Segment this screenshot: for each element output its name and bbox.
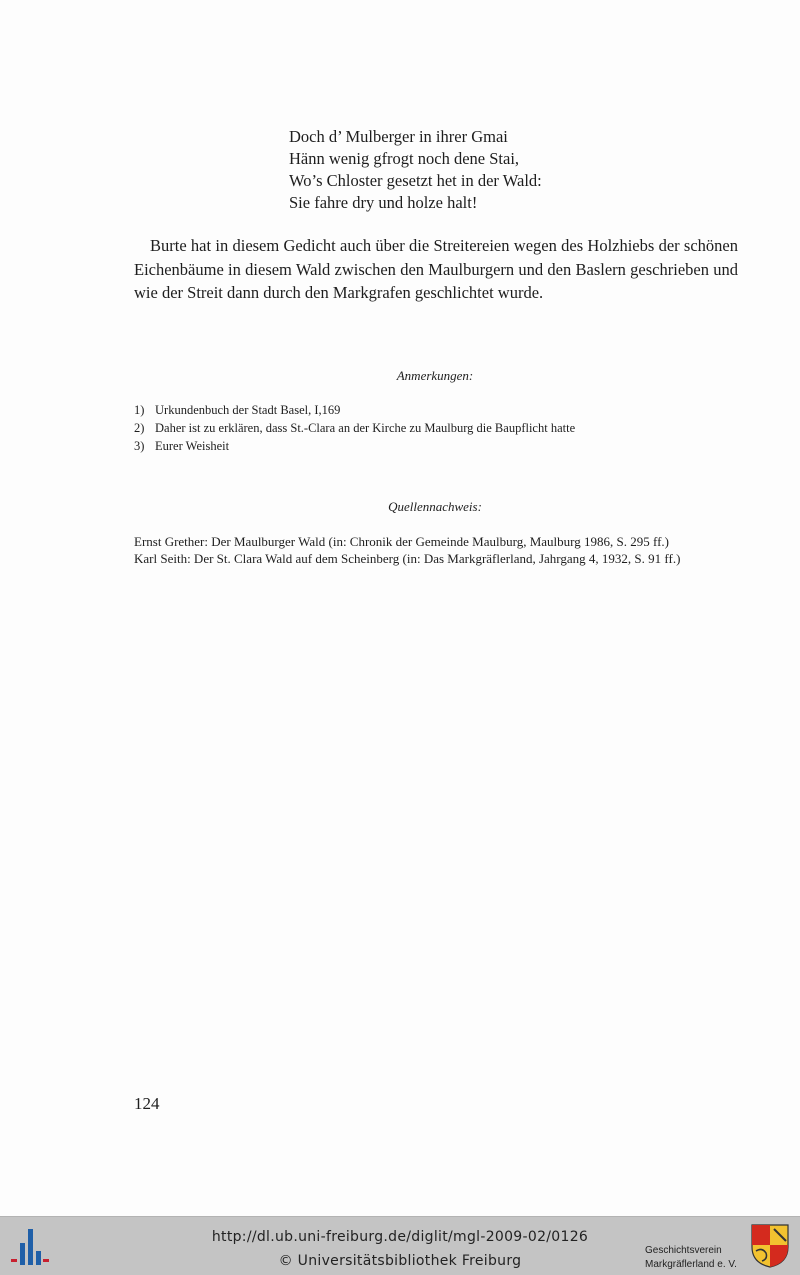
- note-text: Eurer Weisheit: [155, 439, 230, 453]
- poem-stanza: [289, 126, 542, 214]
- note-number: 1): [134, 403, 145, 417]
- note-number: 3): [134, 439, 145, 453]
- note-text: Urkundenbuch der Stadt Basel, I,169: [155, 403, 341, 417]
- society-crest-icon: [750, 1223, 790, 1269]
- note-item: [134, 419, 575, 437]
- footer-bar: [0, 1216, 800, 1275]
- poem-line: Wo’s Chloster gesetzt het in der Wald:: [289, 171, 542, 190]
- notes-list: [134, 401, 575, 455]
- note-number: 2): [134, 421, 145, 435]
- source-item: Ernst Grether: Der Maulburger Wald (in: Chronik der Gemeinde Maulburg, Maulburg 1986, S. 295 ff.): [134, 534, 669, 549]
- footer-copyright: © Universitätsbibliothek Freiburg: [278, 1253, 522, 1269]
- poem-line: Sie fahre dry und holze halt!: [289, 193, 478, 212]
- page-number: 124: [134, 1094, 160, 1113]
- society-line: Markgräflerland e. V.: [645, 1259, 737, 1270]
- poem-line: Doch d’ Mulberger in ihrer Gmai: [289, 127, 508, 146]
- society-line: Geschichtsverein: [645, 1245, 722, 1256]
- poem-line: Hänn wenig gfrogt noch dene Stai,: [289, 149, 520, 168]
- notes-heading: Anmerkungen:: [396, 368, 474, 383]
- sources-list: [134, 533, 737, 567]
- note-text: Daher ist zu erklären, dass St.-Clara an der Kirche zu Maulburg die Baupflicht hatte: [155, 421, 576, 435]
- body-paragraph: Burte hat in diesem Gedicht auch über die Streitereien wegen des Holzhiebs der schönen Eichenbäume in diesem Wald zwischen den Maulburgern und den Baslern geschrieben und wie der Streit dann durch den Markgrafen geschlichtet wurde.: [134, 236, 738, 302]
- sources-heading: Quellennachweis:: [388, 499, 482, 514]
- note-item: [134, 401, 575, 419]
- note-item: [134, 437, 575, 455]
- source-item: Karl Seith: Der St. Clara Wald auf dem Scheinberg (in: Das Markgräflerland, Jahrgang 4, 1932, S. 91 ff.): [134, 551, 681, 566]
- society-name: [645, 1244, 737, 1272]
- footer-url-link[interactable]: http://dl.ub.uni-freiburg.de/diglit/mgl-2009-02/0126: [211, 1229, 589, 1245]
